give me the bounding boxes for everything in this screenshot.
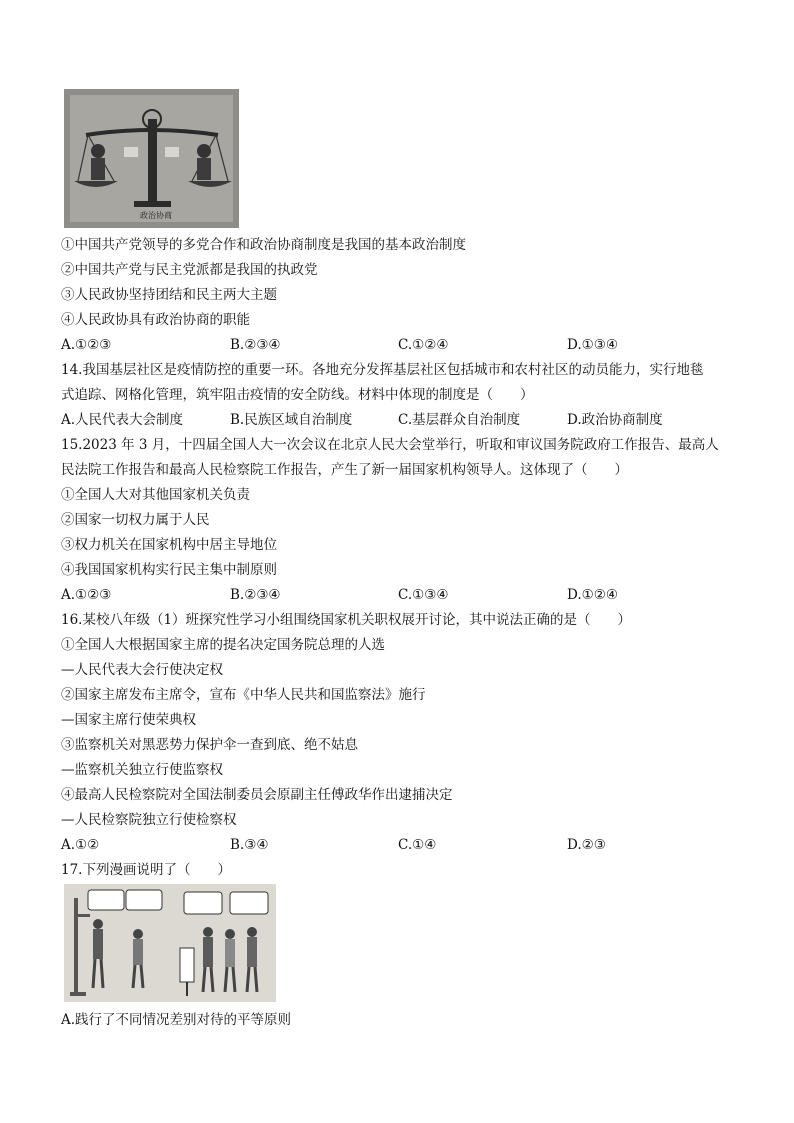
q15-stem-line-2: 民法院工作报告和最高人民检察院工作报告，产生了新一届国家机构领导人。这体现了（ ） [61,462,628,478]
q16-option-c[interactable]: C.①④ [398,837,437,853]
discrimination-cartoon [64,884,276,1002]
q16-option-a[interactable]: A.①② [61,837,100,853]
q16-item-3-note: —监察机关独立行使监察权 [61,762,223,778]
cartoon-illustration [64,884,276,1002]
q16-item-1-note: —人民代表大会行使决定权 [61,662,223,678]
q17-stem: 17.下列漫画说明了（ ） [61,862,231,878]
q13-item-3: ③人民政协坚持团结和民主两大主题 [61,287,277,303]
political-consultation-cartoon [64,89,239,228]
q13-option-d[interactable]: D.①③④ [567,337,618,353]
q15-item-2: ②国家一切权力属于人民 [61,512,210,528]
q16-item-4: ④最高人民检察院对全国法制委员会原副主任傅政华作出逮捕决定 [61,787,453,803]
q15-item-4: ④我国国家机构实行民主集中制原则 [61,562,277,578]
q15-option-a[interactable]: A.①②③ [61,587,112,603]
scale-illustration [64,89,239,228]
q16-item-2: ②国家主席发布主席令，宣布《中华人民共和国监察法》施行 [61,687,426,703]
q17-option-a[interactable]: A.践行了不同情况差别对待的平等原则 [61,1012,292,1028]
q14-option-b[interactable]: B.民族区域自治制度 [230,412,353,428]
q15-item-1: ①全国人大对其他国家机关负责 [61,487,250,503]
q16-option-b[interactable]: B.③④ [230,837,269,853]
q13-item-2: ②中国共产党与民主党派都是我国的执政党 [61,262,318,278]
q13-option-c[interactable]: C.①②④ [398,337,449,353]
q14-stem-line-1: 14.我国基层社区是疫情防控的重要一环。各地充分发挥基层社区包括城市和农村社区的动员能力，实行地毯 [61,362,704,378]
q16-option-d[interactable]: D.②③ [567,837,606,853]
q16-item-3: ③监察机关对黑恶势力保护伞一查到底、绝不姑息 [61,737,358,753]
q13-option-a[interactable]: A.①②③ [61,337,112,353]
cartoon-caption: 政治协商 [140,211,172,220]
q14-stem-line-2: 式追踪、网格化管理，筑牢阻击疫情的安全防线。材料中体现的制度是（ ） [61,387,534,403]
q13-item-1: ①中国共产党领导的多党合作和政治协商制度是我国的基本政治制度 [61,237,466,253]
q14-option-c[interactable]: C.基层群众自治制度 [398,412,521,428]
q16-stem: 16.某校八年级（1）班探究性学习小组围绕国家机关职权展开讨论，其中说法正确的是（ ） [61,612,632,628]
q14-option-d[interactable]: D.政治协商制度 [567,412,663,428]
q15-item-3: ③权力机关在国家机构中居主导地位 [61,537,277,553]
q16-item-4-note: —人民检察院独立行使检察权 [61,812,237,828]
q13-item-4: ④人民政协具有政治协商的职能 [61,312,250,328]
q15-stem-line-1: 15.2023 年 3 月，十四届全国人大一次会议在北京人民大会堂举行，听取和审议国务院政府工作报告、最高人 [61,437,719,453]
q15-option-c[interactable]: C.①③④ [398,587,449,603]
q16-item-2-note: —国家主席行使荣典权 [61,712,196,728]
q16-item-1: ①全国人大根据国家主席的提名决定国务院总理的人选 [61,637,385,653]
q13-option-b[interactable]: B.②③④ [230,337,281,353]
q15-option-d[interactable]: D.①②④ [567,587,618,603]
q14-option-a[interactable]: A.人民代表大会制度 [61,412,184,428]
q15-option-b[interactable]: B.②③④ [230,587,281,603]
